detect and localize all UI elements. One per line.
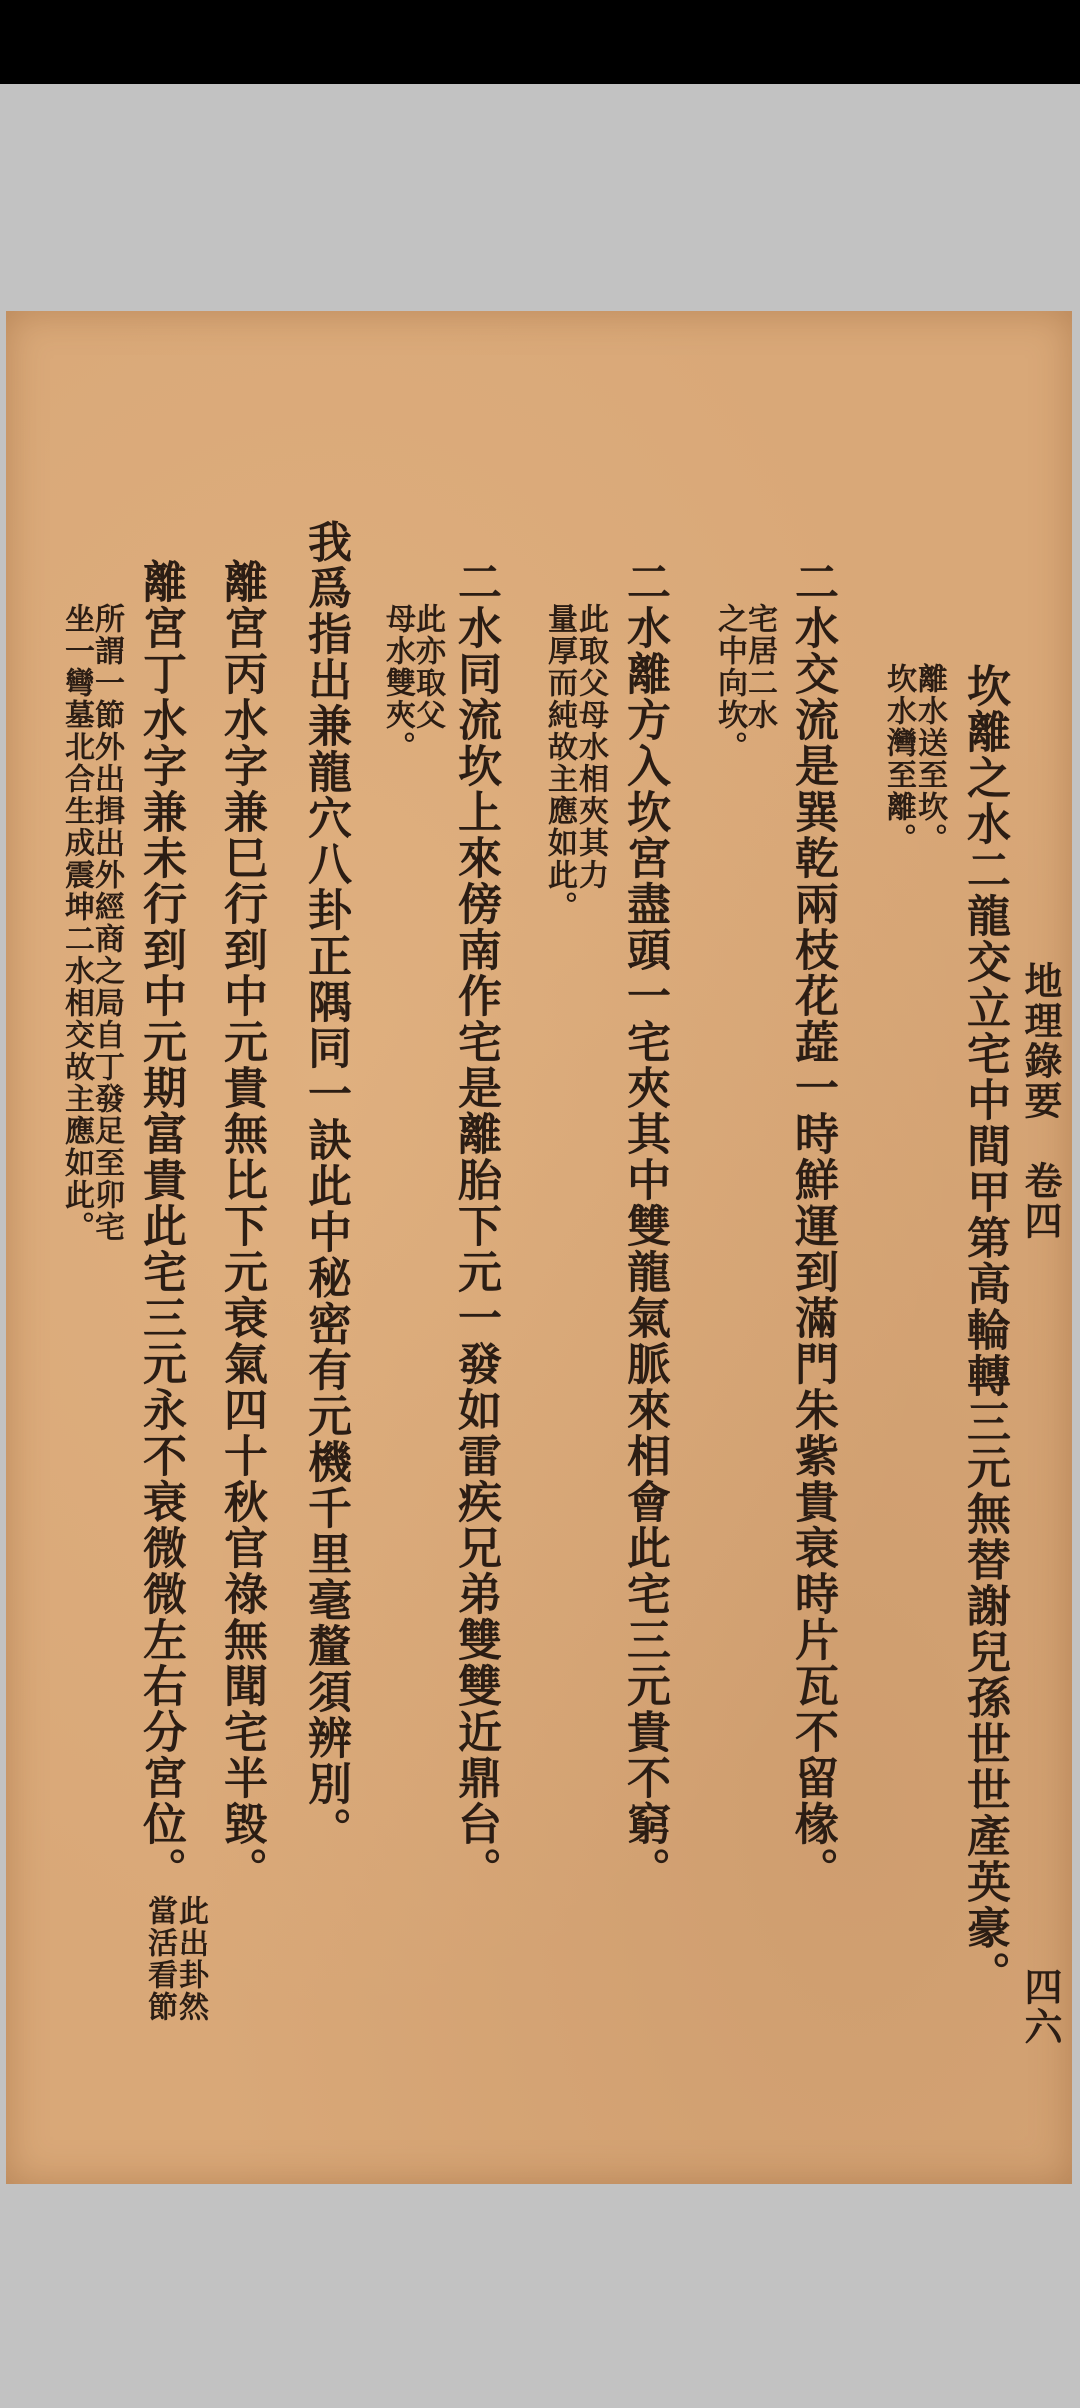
running-title: 地理錄要 卷四	[1018, 961, 1063, 1241]
annotation-column: 此取父母水相夾其力	[573, 603, 608, 891]
status-bar	[0, 0, 1080, 84]
annotation-column: 母水雙夾。	[380, 603, 415, 763]
text-column: 我爲指出兼龍穴八卦正隅同一訣此中秘密有元機千里毫釐須辨別。	[300, 519, 351, 1853]
annotation-column: 當活看節	[142, 1895, 177, 2023]
text-column: 二水同流坎上來傍南作宅是離胎下元一發如雷疾兄弟雙雙近鼎台。	[450, 559, 501, 1893]
annotation-column: 坎水灣至離。	[881, 663, 916, 855]
annotation-column: 所謂一節外出揖出外經商之局自丁發足至卯宅	[89, 603, 124, 1243]
text-column: 離宮丁水字兼未行到中元期富貴此宅三元永不衰微微左右分宮位。	[135, 559, 186, 1893]
annotation-column: 離水送至坎。	[912, 663, 947, 855]
annotation-column: 之中向坎。	[712, 603, 747, 763]
text-column: 離宮丙水字兼巳行到中元貴無比下元衰氣四十秋官祿無聞宅半毀。	[216, 559, 267, 1893]
annotation-column: 量厚而純故主應如此。	[542, 603, 577, 923]
annotation-column: 此亦取父	[410, 603, 445, 731]
annotation-column: 宅居二水	[742, 603, 777, 731]
page-number: 四六	[1018, 1967, 1063, 2047]
text-column: 坎離之水二龍交立宅中間甲第高輪轉三元無替謝兒孫世世產英豪。	[959, 663, 1010, 1997]
annotation-column: 此出卦然	[173, 1895, 208, 2023]
text-column: 二水交流是巽乾兩枝花蕋一時鮮運到滿門朱紫貴衰時片瓦不留椽。	[787, 559, 838, 1893]
text-column: 二水離方入坎宮盡頭一宅夾其中雙龍氣脈來相會此宅三元貴不窮。	[619, 559, 670, 1893]
bottom-margin	[0, 2184, 1080, 2408]
book-page	[6, 311, 1072, 2184]
annotation-column: 坐一彎墓北合生成震坤二水相交故主應如此。	[59, 603, 94, 1243]
